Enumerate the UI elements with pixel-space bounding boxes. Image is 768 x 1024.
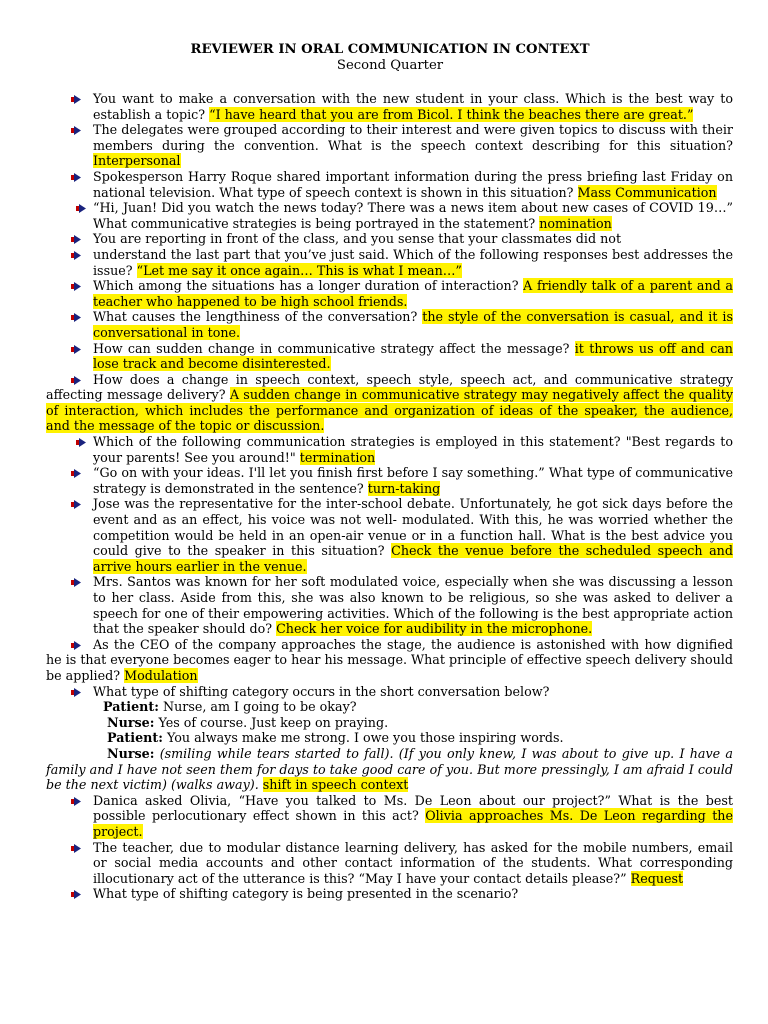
arrow-bullet-icon bbox=[71, 251, 81, 260]
arrow-bullet-icon bbox=[71, 641, 81, 650]
answer-highlight: A sudden change in communicative strategy may negatively affect the quality of interaction, which includes the performance and organization of ideas of the speaker, the audience, and the message of the topic or discussion. bbox=[46, 387, 733, 434]
answer-highlight: nomination bbox=[539, 215, 612, 231]
answer-highlight: Request bbox=[630, 870, 684, 886]
list-item bbox=[46, 341, 733, 372]
dialogue-line bbox=[46, 715, 733, 731]
dialogue-text: Yes of course. Just keep on praying. bbox=[158, 714, 389, 730]
question-text: What type of shifting category occurs in the short conversation below? bbox=[93, 683, 550, 699]
answer-highlight: Olivia approaches Ms. De Leon regarding the project. bbox=[93, 808, 733, 839]
list-item bbox=[46, 434, 733, 465]
dialogue-line bbox=[46, 730, 733, 746]
dialogue-text: (smiling while tears started to fall). (If you only knew, I was about to give up. I have a family and I have not seen them for days to take good care of you. But more pressingly, I am afraid I could be the next victim) (walks away). bbox=[46, 745, 733, 793]
arrow-bullet-icon bbox=[71, 345, 81, 354]
list-item bbox=[46, 309, 733, 340]
page-title: REVIEWER IN ORAL COMMUNICATION IN CONTEXT bbox=[190, 42, 590, 57]
question-text: Which among the situations has a longer duration of interaction? bbox=[93, 278, 519, 294]
arrow-bullet-icon bbox=[71, 173, 81, 182]
question-text: “Go on with your ideas. I'll let you finish first before I say something.” What type of communicative strategy is demonstrated in the sentence? bbox=[93, 465, 733, 496]
list-item bbox=[46, 574, 733, 636]
arrow-bullet-icon bbox=[71, 235, 81, 244]
dialogue-line bbox=[46, 746, 733, 793]
question-text: You are reporting in front of the class, and you sense that your classmates did not bbox=[93, 231, 622, 247]
answer-highlight: turn-taking bbox=[367, 480, 441, 496]
answer-highlight: shift in speech context bbox=[262, 777, 409, 793]
arrow-bullet-icon bbox=[71, 126, 81, 135]
list-item bbox=[46, 684, 733, 700]
list-item bbox=[46, 169, 733, 200]
question-text: Jose was the representative for the inter-school debate. Unfortunately, he got sick days before the event and as an effect, his voice was not well- modulated. With this, he was worried whether the competition would be held in an open-air venue or in a function hall. What is the best advice you could give to the speaker in this situation? bbox=[93, 496, 733, 559]
answer-highlight: termination bbox=[299, 449, 376, 465]
dialogue-text: Nurse, am I going to be okay? bbox=[163, 699, 357, 715]
list-item bbox=[46, 278, 733, 309]
list-item bbox=[46, 637, 733, 684]
list-item bbox=[46, 91, 733, 122]
dialogue-speaker: Nurse: bbox=[107, 714, 155, 730]
answer-highlight: Mass Communication bbox=[577, 184, 717, 200]
list-item bbox=[46, 840, 733, 887]
answer-highlight: Modulation bbox=[124, 667, 198, 683]
list-item bbox=[46, 465, 733, 496]
arrow-bullet-icon bbox=[71, 890, 81, 899]
question-text: The teacher, due to modular distance learning delivery, has asked for the mobile numbers, email or social media accounts and other contact information of the students. What corresponding illocutionary act of the utterance is this? “May I have your contact details please?” bbox=[93, 839, 733, 886]
question-text: Mrs. Santos was known for her soft modulated voice, especially when she was discussing a lesson to her class. Aside from this, she was also known to be religious, so she was asked to deliver a speech for one of their empowering activities. Which of the following is the best appropriate action that the speaker should do? bbox=[93, 574, 733, 637]
arrow-bullet-icon bbox=[71, 313, 81, 322]
arrow-bullet-icon bbox=[71, 95, 81, 104]
list-item bbox=[46, 231, 733, 247]
question-text: Spokesperson Harry Roque shared important information during the press briefing last Friday on national television. What type of speech context is shown in this situation? bbox=[93, 168, 733, 200]
arrow-bullet-icon bbox=[71, 282, 81, 291]
question-text: understand the last part that you’ve just said. Which of the following responses best addresses the issue? bbox=[93, 246, 733, 278]
arrow-bullet-icon bbox=[71, 578, 81, 587]
question-text: What causes the lengthiness of the conversation? bbox=[93, 309, 418, 325]
answer-highlight: “I have heard that you are from Bicol. I think the beaches there are great.” bbox=[209, 106, 694, 122]
arrow-bullet-icon bbox=[71, 376, 81, 385]
arrow-bullet-icon bbox=[71, 500, 81, 509]
answer-highlight: “Let me say it once again… This is what I mean…” bbox=[136, 262, 462, 278]
question-text: What type of shifting category is being presented in the scenario? bbox=[93, 886, 519, 902]
dialogue-speaker: Patient: bbox=[103, 699, 159, 715]
dialogue-line bbox=[46, 699, 733, 715]
arrow-bullet-icon bbox=[71, 469, 81, 478]
question-text: Which of the following communication strategies is employed in this statement? "Best regards to your parents! See you around!" bbox=[93, 434, 733, 465]
list-item bbox=[46, 200, 733, 231]
list-item bbox=[46, 247, 733, 278]
answer-highlight: it throws us off and can lose track and become disinterested. bbox=[93, 340, 733, 372]
dialogue-speaker: Patient: bbox=[107, 730, 163, 746]
arrow-bullet-icon bbox=[76, 204, 86, 213]
question-text: The delegates were grouped according to their interest and were given topics to discuss with their members during the convention. What is the speech context describing for this situation? bbox=[93, 122, 733, 153]
list-item bbox=[46, 372, 733, 434]
question-text: Danica asked Olivia, “Have you talked to Ms. De Leon about our project?” What is the best possible perlocutionary effect shown in this act? bbox=[93, 792, 733, 824]
list-item bbox=[46, 122, 733, 169]
answer-highlight: Check the venue before the scheduled speech and arrive hours earlier in the venue. bbox=[93, 543, 733, 574]
answer-highlight: the style of the conversation is casual, and it is conversational in tone. bbox=[93, 309, 733, 340]
question-text: How does a change in speech context, speech style, speech act, and communicative strategy affecting message delivery? bbox=[46, 371, 733, 403]
answer-highlight: Check her voice for audibility in the microphone. bbox=[276, 621, 593, 637]
answer-highlight: Interpersonal bbox=[93, 153, 181, 169]
question-text: How can sudden change in communicative strategy affect the message? bbox=[93, 340, 570, 356]
list-item bbox=[46, 793, 733, 840]
arrow-bullet-icon bbox=[71, 688, 81, 697]
list-item bbox=[46, 886, 733, 902]
list-item bbox=[46, 496, 733, 574]
page-subtitle: Second Quarter bbox=[336, 58, 444, 73]
arrow-bullet-icon bbox=[71, 844, 81, 853]
reviewer-list bbox=[46, 91, 733, 902]
question-text: As the CEO of the company approaches the stage, the audience is astonished with how dignified he is that everyone becomes eager to hear his message. What principle of effective speech delivery should be applied? bbox=[46, 636, 733, 683]
arrow-bullet-icon bbox=[76, 438, 86, 447]
dialogue-text: You always make me strong. I owe you those inspiring words. bbox=[167, 730, 564, 746]
answer-highlight: A friendly talk of a parent and a teacher who happened to be high school friends. bbox=[93, 278, 733, 309]
dialogue-speaker: Nurse: bbox=[107, 745, 155, 761]
question-text: You want to make a conversation with the new student in your class. Which is the best way to establish a topic? bbox=[93, 91, 733, 122]
question-text: “Hi, Juan! Did you watch the news today? There was a news item about new cases of COVID 19…” What communicative strategies is being portrayed in the statement? bbox=[93, 200, 733, 231]
arrow-bullet-icon bbox=[71, 797, 81, 806]
